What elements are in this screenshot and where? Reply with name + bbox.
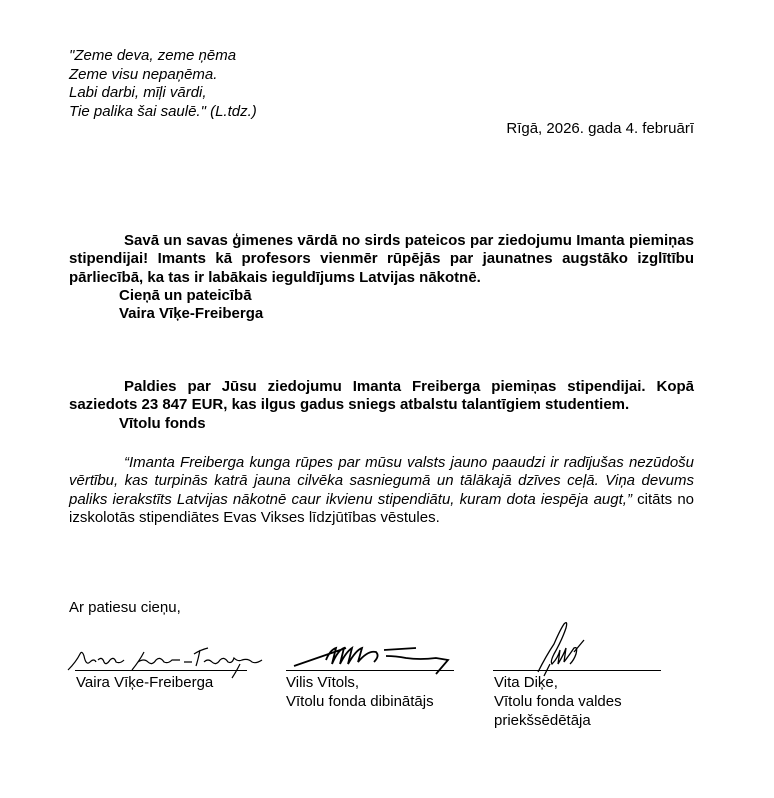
signature-line [286, 670, 454, 671]
family-message-closing: Cieņā un pateicībā [119, 286, 252, 304]
signatory-title: Vītolu fonda dibinātājs [286, 693, 434, 710]
handwritten-signature-icon [530, 618, 590, 678]
fund-message [69, 378, 694, 433]
signature-line [75, 670, 247, 671]
signatory-name: Vaira Vīķe-Freiberga [76, 674, 214, 691]
fund-message-body: Paldies par Jūsu ziedojumu Imanta Freiberga piemiņas stipendijai. Kopā saziedots 23 847 EUR, kas ilgus gadus sniegs atbalstu talantīgiem studentiem. [69, 378, 694, 414]
epigraph-line: "Zeme deva, zeme ņēma [69, 47, 237, 64]
family-message [69, 232, 694, 323]
quote-text: “Imanta Freiberga kunga rūpes par mūsu valsts jauno paaudzi ir radījušas nezūdošu vērtību, kas turpinās katrā jauna cilvēka sasniegumā un tālākajā dzīves ceļā. Viņa devums paliks ierakstīts Latvijas nākotnē caur ikvienu stipendiātu, kuram dota iespēja augt,” [69, 454, 694, 508]
signatory-name: Vita Diķe, [494, 674, 558, 691]
fund-message-signer: Vītolu fonds [119, 414, 206, 432]
signature-line [493, 670, 661, 671]
family-message-signer: Vaira Vīķe-Freiberga [119, 305, 264, 323]
handwritten-signature-icon [286, 638, 456, 678]
date-line: Rīgā, 2026. gada 4. februārī [506, 120, 694, 137]
signatory-name: Vilis Vītols, [286, 674, 360, 691]
signatory-title: Vītolu fonda valdes [494, 693, 622, 710]
epigraph-line: Tie palika šai saulē." (L.tdz.) [69, 102, 257, 120]
closing-salutation: Ar patiesu cieņu, [69, 599, 181, 616]
signatory-title: priekšsēdētāja [494, 712, 591, 729]
epigraph-poem [69, 47, 257, 121]
scholar-quote [69, 454, 694, 527]
family-message-body: Savā un savas ģimenes vārdā no sirds pateicos par ziedojumu Imanta piemiņas stipendijai! Imants kā profesors vienmēr rūpējās par jaunatnes augstāko izglītību pārliecībā, ka tas ir labākais ieguldījums Latvijas nākotnē. [69, 232, 694, 286]
epigraph-line: Zeme visu nepaņēma. [69, 65, 218, 83]
epigraph-line: Labi darbi, mīļi vārdi, [69, 84, 207, 101]
quote-attribution: citāts no izskolotās stipendiātes Evas Vikses līdzjūtības vēstules. [69, 490, 695, 526]
